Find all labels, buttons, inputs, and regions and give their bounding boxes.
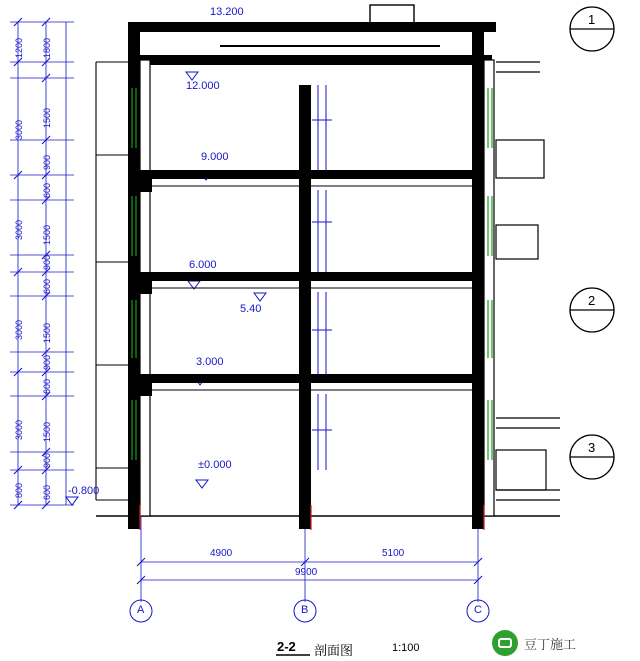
elevation-label: 6.000 <box>189 259 217 271</box>
section-marker-label: 3 <box>588 440 596 455</box>
vertical-dimension-text: 900 <box>42 452 52 468</box>
left-outer-face <box>96 62 128 500</box>
axis-label-c: C <box>474 604 482 616</box>
drawing-scale: 1:100 <box>392 642 420 654</box>
floor-slabs <box>140 170 484 396</box>
middle-column <box>299 85 311 516</box>
vertical-dimension-text: 3000 <box>14 119 24 140</box>
vertical-dimension-text: 1200 <box>14 37 24 58</box>
vertical-dimension-text: 3000 <box>14 319 24 340</box>
elevation-label: 12.000 <box>186 80 220 92</box>
elevation-label: ±0.000 <box>198 459 232 471</box>
section-marker-label: 1 <box>588 12 596 27</box>
vertical-dimension-text: 600 <box>42 182 52 198</box>
section-marker-label: 2 <box>588 293 596 308</box>
vertical-dimension-text: 1800 <box>42 37 52 58</box>
foundation-stubs <box>128 505 484 529</box>
watermark <box>492 630 576 656</box>
drawing-title-suffix: 剖面图 <box>314 643 354 658</box>
axis-label-a: A <box>137 604 145 616</box>
elevation-label: 5.40 <box>240 303 262 315</box>
drawing-title: 2-2 <box>277 639 296 654</box>
axis-bubbles <box>130 600 489 622</box>
wechat-icon <box>492 630 518 656</box>
roof-structure <box>128 5 496 65</box>
vertical-dimension-text: 600 <box>42 278 52 294</box>
vertical-dimension-text: 900 <box>42 254 52 270</box>
elevation-label: -0.800 <box>68 485 100 497</box>
vertical-dimension-text: 1500 <box>42 322 52 343</box>
watermark-label: 豆丁施工 <box>524 636 577 652</box>
vertical-dimension-text: 600 <box>42 378 52 394</box>
foundation-redline <box>140 505 484 530</box>
vertical-dimension-text: 3000 <box>14 419 24 440</box>
vertical-dimension-text: 800 <box>14 482 24 498</box>
right-outer-rooms <box>496 62 560 500</box>
vertical-dimension-text: 900 <box>42 354 52 370</box>
horizontal-dimension-text: 9900 <box>295 567 318 578</box>
vertical-dimension-text: 3000 <box>14 219 24 240</box>
right-exterior-wall <box>472 22 494 516</box>
axis-label-b: B <box>301 604 309 616</box>
vertical-dimension-text: 1500 <box>42 421 52 442</box>
horizontal-dimension-text: 5100 <box>382 548 405 559</box>
vertical-dimension-text: 1500 <box>42 107 52 128</box>
section-marker-bubbles <box>570 7 614 479</box>
vertical-dimension-text: 1500 <box>42 224 52 245</box>
vertical-dimension-text: 600 <box>42 484 52 500</box>
left-exterior-wall <box>128 22 150 516</box>
horizontal-dimension-text: 4900 <box>210 548 233 559</box>
elevation-label: 9.000 <box>201 151 229 163</box>
vertical-dimension-text: 900 <box>42 154 52 170</box>
elevation-label: 13.200 <box>210 6 244 18</box>
elevation-label: 3.000 <box>196 356 224 368</box>
